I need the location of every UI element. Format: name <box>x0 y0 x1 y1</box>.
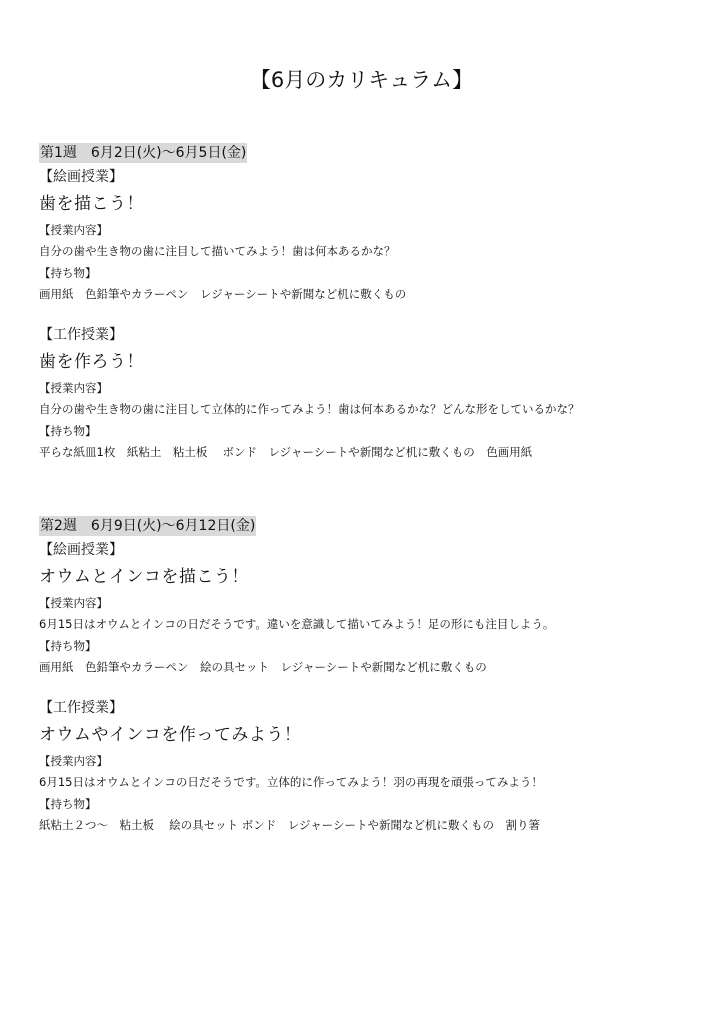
lesson-craft <box>39 325 699 461</box>
lesson-type: 【工作授業】 <box>39 700 123 716</box>
lesson-painting <box>39 167 699 303</box>
lesson-type: 【工作授業】 <box>39 327 123 343</box>
items-label: 【持ち物】 <box>39 797 97 811</box>
lesson-painting <box>39 540 699 676</box>
lesson-title: オウムやインコを作ってみよう！ <box>39 725 302 745</box>
lesson-type: 【絵画授業】 <box>39 169 123 185</box>
week-section-1 <box>39 142 699 461</box>
week-header: 第1週 6月2日(火)〜6月5日(金) <box>40 145 247 161</box>
lesson-title: オウムとインコを描こう！ <box>39 567 249 587</box>
lesson-craft <box>39 698 699 834</box>
week-header: 第2週 6月9日(火)〜6月12日(金) <box>40 518 256 534</box>
content-label: 【授業内容】 <box>39 754 108 768</box>
content-label: 【授業内容】 <box>39 381 108 395</box>
lesson-content: 自分の歯や生き物の歯に注目して立体的に作ってみよう！歯は何本あるかな？どんな形をしているかな？ <box>39 402 580 416</box>
items-label: 【持ち物】 <box>39 639 97 653</box>
lesson-items: 平らな紙皿1枚 紙粘土 粘土板 ボンド レジャーシートや新聞など机に敷くもの 色画用紙 <box>39 445 533 459</box>
lesson-content: 自分の歯や生き物の歯に注目して描いてみよう！歯は何本あるかな？ <box>39 244 396 258</box>
content-label: 【授業内容】 <box>39 596 108 610</box>
items-label: 【持ち物】 <box>39 266 97 280</box>
lesson-title: 歯を作ろう！ <box>39 352 144 372</box>
lesson-content: 6月15日はオウムとインコの日だそうです。違いを意識して描いてみよう！足の形にも注目しよう。 <box>39 617 555 631</box>
lesson-title: 歯を描こう！ <box>39 194 144 214</box>
lesson-items: 画用紙 色鉛筆やカラーペン レジャーシートや新聞など机に敷くもの <box>39 287 407 301</box>
items-label: 【持ち物】 <box>39 424 97 438</box>
lesson-items: 紙粘土２つ〜 粘土板 絵の具セット ボンド レジャーシートや新聞など机に敷くもの 割り箸 <box>39 818 541 832</box>
content-label: 【授業内容】 <box>39 223 108 237</box>
lesson-items: 画用紙 色鉛筆やカラーペン 絵の具セット レジャーシートや新聞など机に敷くもの <box>39 660 487 674</box>
lesson-type: 【絵画授業】 <box>39 542 123 558</box>
page-title: 【6月のカリキュラム】 <box>249 68 474 92</box>
lesson-content: 6月15日はオウムとインコの日だそうです。立体的に作ってみよう！羽の再現を頑張ってみよう！ <box>39 775 543 789</box>
week-section-2 <box>39 515 699 834</box>
